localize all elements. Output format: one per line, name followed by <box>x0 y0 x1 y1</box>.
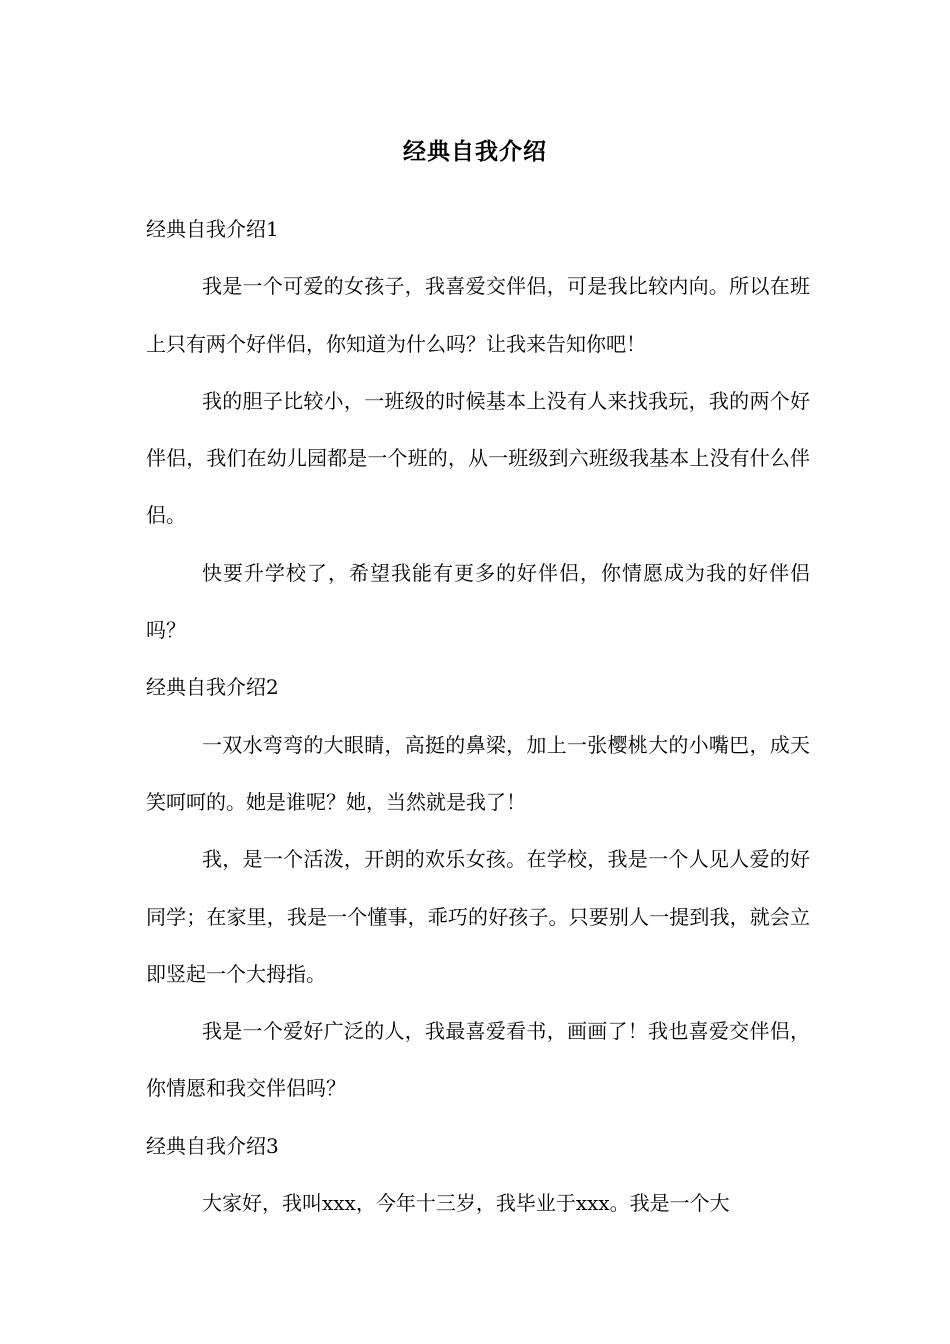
section-2-paragraph-2: 我，是一个活泼，开朗的欢乐女孩。在学校，我是一个人见人爱的好同学；在家里，我是一个懂事，乖巧的好孩子。只要别人一提到我，就会立即竖起一个大拇指。 <box>146 847 810 986</box>
document-title: 经典自我介绍 <box>403 138 547 165</box>
section-1-paragraph-3: 快要升学校了，希望我能有更多的好伴侣，你情愿成为我的好伴侣吗？ <box>146 560 810 643</box>
section-3-paragraph-1: 大家好，我叫xxx，今年十三岁，我毕业于xxx。我是一个大 <box>202 1191 730 1216</box>
document-body <box>146 201 810 1232</box>
section-heading-3: 经典自我介绍3 <box>146 1133 279 1158</box>
section-1-paragraph-2: 我的胆子比较小，一班级的时候基本上没有人来找我玩，我的两个好伴侣，我们在幼儿园都是一个班的，从一班级到六班级我基本上没有什么伴侣。 <box>146 388 810 528</box>
section-1-paragraph-1: 我是一个可爱的女孩子，我喜爱交伴侣，可是我比较内向。所以在班上只有两个好伴侣，你知道为什么吗？让我来告知你吧！ <box>146 274 810 356</box>
section-heading-1: 经典自我介绍1 <box>146 217 279 241</box>
section-2-paragraph-1: 一双水弯弯的大眼睛，高挺的鼻梁，加上一张樱桃大的小嘴巴，成天笑呵呵的。她是谁呢？她，当然就是我了！ <box>146 732 810 814</box>
section-heading-2: 经典自我介绍2 <box>146 675 279 700</box>
section-2-paragraph-3: 我是一个爱好广泛的人，我最喜爱看书，画画了！我也喜爱交伴侣，你情愿和我交伴侣吗？ <box>146 1019 810 1101</box>
